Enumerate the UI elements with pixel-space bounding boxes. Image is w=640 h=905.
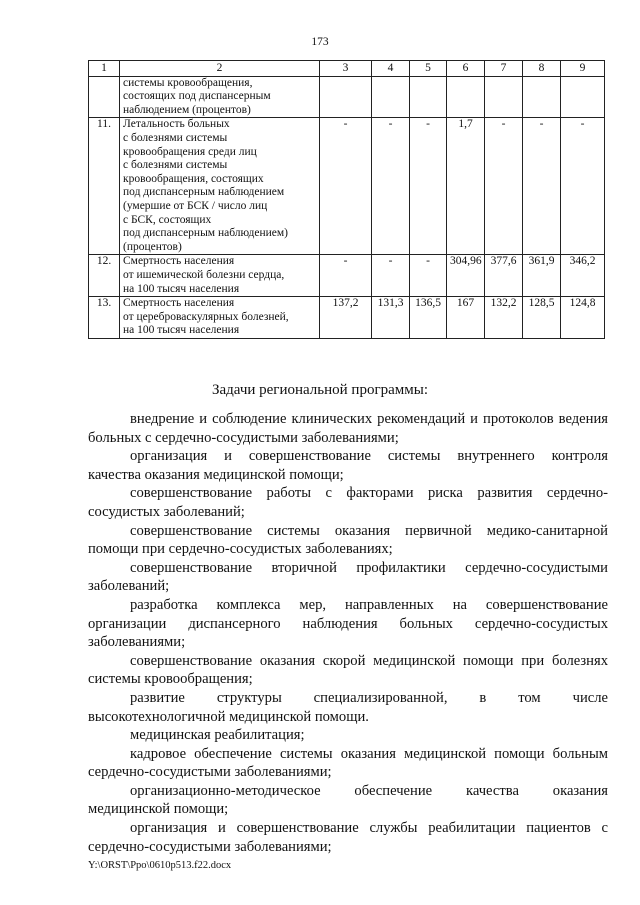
indicator-table bbox=[88, 60, 605, 339]
task-paragraph: совершенствование оказания скорой медицинской помощи при болезнях системы кровообращения; bbox=[88, 652, 608, 688]
indicator-value: 136,5 bbox=[410, 297, 447, 339]
task-paragraph: медицинской помощи; bbox=[88, 801, 229, 818]
indicator-name: системы кровообращения, состоящих под диспансерным наблюдением (процентов) bbox=[120, 76, 320, 118]
column-header: 3 bbox=[320, 61, 372, 77]
column-header: 8 bbox=[523, 61, 561, 77]
column-header: 7 bbox=[485, 61, 523, 77]
indicator-value: - bbox=[372, 118, 410, 255]
indicator-value: 167 bbox=[447, 297, 485, 339]
indicator-value bbox=[485, 76, 523, 118]
indicator-value: 128,5 bbox=[523, 297, 561, 339]
indicator-name: Смертность населения от цереброваскулярных болезней, на 100 тысяч населения bbox=[120, 297, 320, 339]
task-paragraph: внедрение и соблюдение клинических рекомендаций и протоколов ведения больных с сердечно-сосудистыми заболеваниями; bbox=[88, 411, 608, 446]
column-header: 1 bbox=[89, 61, 120, 77]
indicator-value bbox=[410, 76, 447, 118]
table-row bbox=[89, 297, 605, 339]
task-list bbox=[88, 410, 608, 856]
indicator-value: 377,6 bbox=[485, 255, 523, 297]
task-paragraph: совершенствование системы оказания первичной медико-санитарной помощи при сердечно-сосудистых заболеваниях; bbox=[88, 522, 608, 558]
task-paragraph: организация и совершенствование службы реабилитации пациентов с сердечно-сосудистыми заболеваниями; bbox=[88, 820, 608, 855]
indicator-value: - bbox=[523, 118, 561, 255]
indicator-value: - bbox=[372, 255, 410, 297]
indicator-value bbox=[447, 76, 485, 118]
task-paragraph: высокотехнологичной медицинской помощи. bbox=[88, 708, 369, 725]
indicator-value bbox=[320, 76, 372, 118]
column-header: 6 bbox=[447, 61, 485, 77]
section-heading: Задачи региональной программы: bbox=[211, 382, 429, 398]
indicator-value: - bbox=[485, 118, 523, 255]
column-header: 4 bbox=[372, 61, 410, 77]
indicator-value: 304,96 bbox=[447, 255, 485, 297]
row-number: 12. bbox=[89, 255, 120, 297]
indicator-value bbox=[372, 76, 410, 118]
indicator-value: 361,9 bbox=[523, 255, 561, 297]
indicator-value: 346,2 bbox=[561, 255, 605, 297]
indicator-value bbox=[561, 76, 605, 118]
footer-file-path: Y:\ORST\Ppo\0610p513.f22.docx bbox=[88, 860, 232, 871]
indicator-value: - bbox=[410, 255, 447, 297]
task-paragraph: кадровое обеспечение системы оказания медицинской помощи больным сердечно-сосудистыми заболеваниями; bbox=[88, 745, 608, 781]
task-paragraph: совершенствование работы с факторами риска развития сердечно-сосудистых заболеваний; bbox=[88, 485, 608, 520]
column-header: 5 bbox=[410, 61, 447, 77]
indicator-value: - bbox=[320, 118, 372, 255]
table-row bbox=[89, 76, 605, 118]
table-header-row bbox=[89, 61, 605, 77]
table-row bbox=[89, 118, 605, 255]
task-paragraph: развитие структуры специализированной, в том числе bbox=[130, 689, 608, 706]
row-number: 13. bbox=[89, 297, 120, 339]
column-header: 9 bbox=[561, 61, 605, 77]
task-paragraph: организация и совершенствование системы внутреннего контроля bbox=[130, 448, 608, 465]
indicator-value: 132,2 bbox=[485, 297, 523, 339]
indicator-value: - bbox=[410, 118, 447, 255]
task-paragraph: медицинская реабилитация; bbox=[130, 727, 305, 744]
task-paragraph: организационно-методическое обеспечение качества оказания bbox=[130, 782, 608, 799]
row-number: 11. bbox=[89, 118, 120, 255]
task-paragraph: качества оказания медицинской помощи; bbox=[88, 466, 344, 483]
indicator-value: - bbox=[561, 118, 605, 255]
indicator-value bbox=[523, 76, 561, 118]
indicator-value: 137,2 bbox=[320, 297, 372, 339]
indicator-value: - bbox=[320, 255, 372, 297]
indicator-name: Летальность больных с болезнями системы кровообращения среди лиц с болезнями системы кровообращения, состоящих под диспансерным наблюдением (умершие от БСК / число лиц с БСК, состоящих под диспансерным наблюдением) (процентов) bbox=[120, 118, 320, 255]
task-paragraph: разработка комплекса мер, направленных на совершенствование организации диспансерного наблюдения больных сердечно-сосудистых заболеваниями; bbox=[88, 596, 608, 651]
column-header: 2 bbox=[120, 61, 320, 77]
table-row bbox=[89, 255, 605, 297]
indicator-name: Смертность населения от ишемической болезни сердца, на 100 тысяч населения bbox=[120, 255, 320, 297]
task-paragraph: совершенствование вторичной профилактики сердечно-сосудистыми заболеваний; bbox=[88, 559, 608, 595]
row-number bbox=[89, 76, 120, 118]
indicator-value: 1,7 bbox=[447, 118, 485, 255]
indicator-value: 131,3 bbox=[372, 297, 410, 339]
page-number: 173 bbox=[311, 36, 329, 48]
indicator-value: 124,8 bbox=[561, 297, 605, 339]
